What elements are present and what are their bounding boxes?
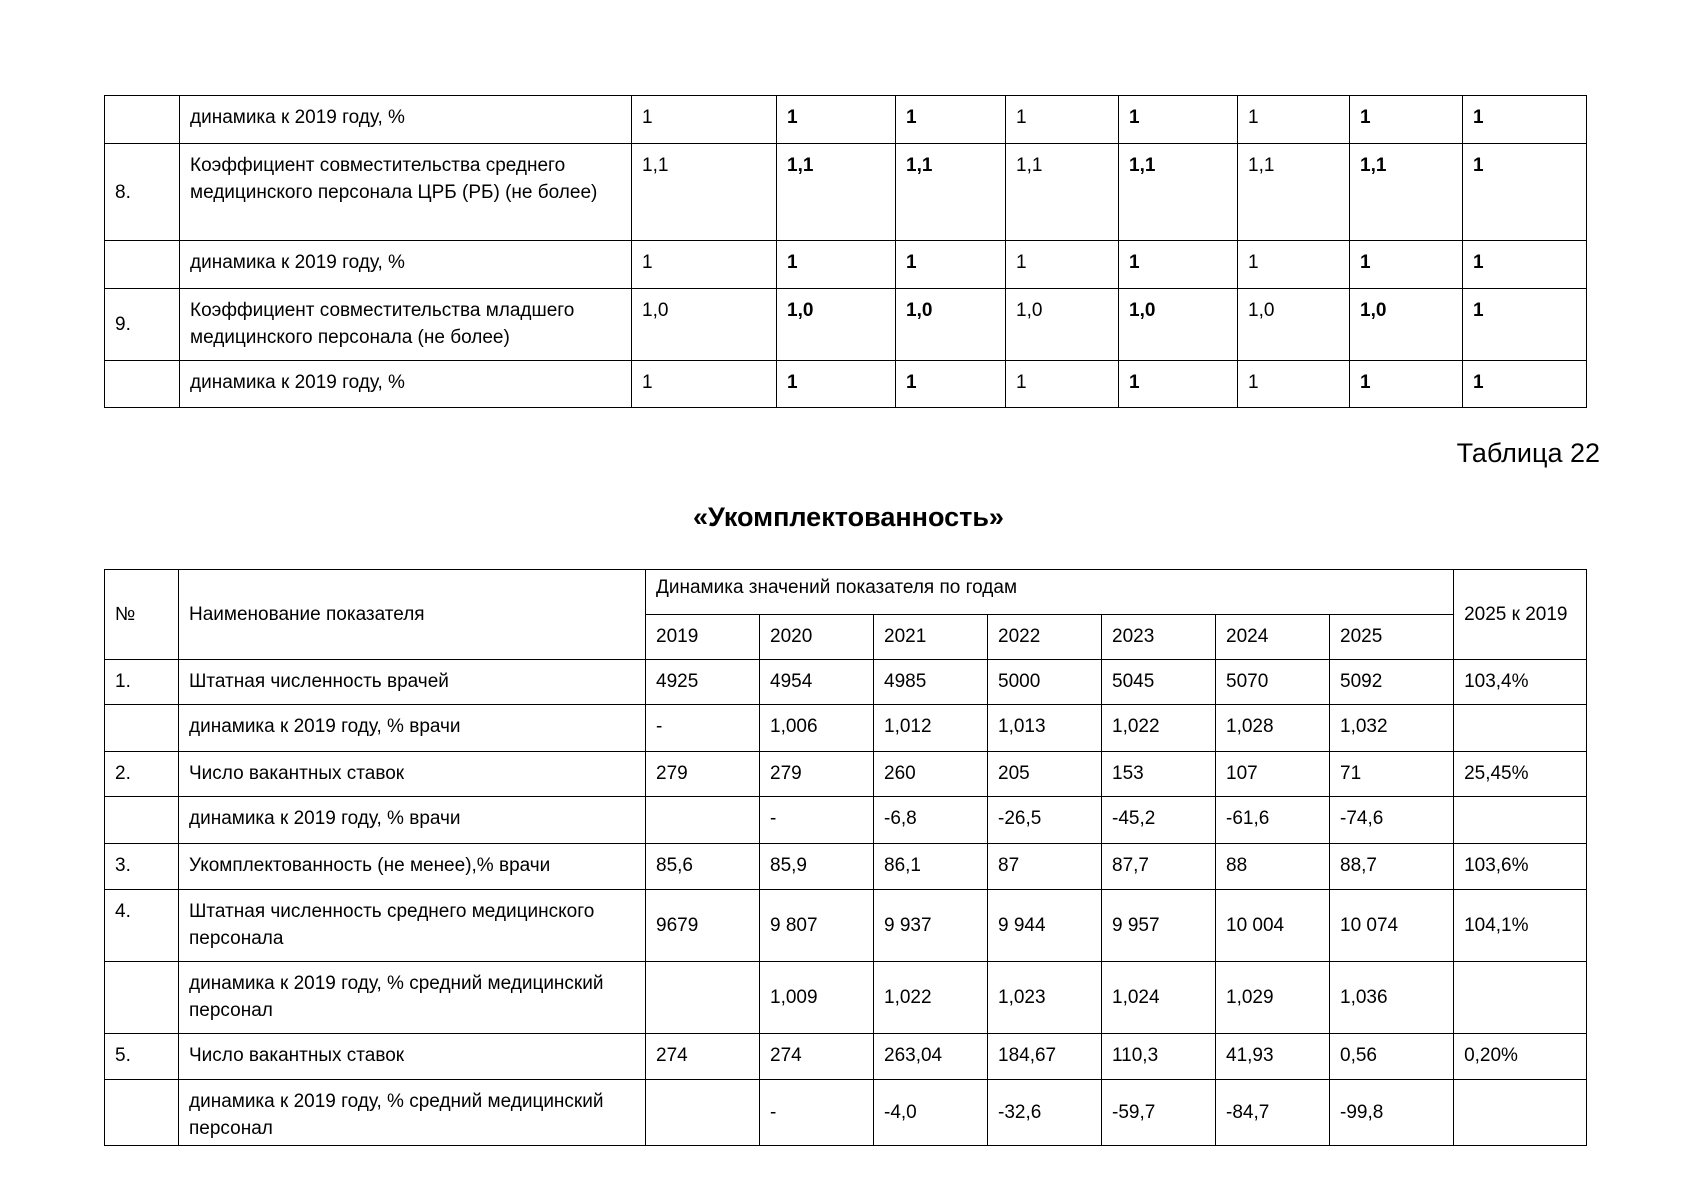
value-cell: 9 957	[1102, 890, 1216, 962]
value-cell: 1	[896, 241, 1006, 289]
ratio-cell: 104,1%	[1454, 890, 1587, 962]
row-number	[105, 361, 180, 408]
row-number	[105, 1080, 179, 1146]
value-cell: 1,009	[760, 962, 874, 1034]
value-cell: 1	[632, 241, 777, 289]
value-cell: 5045	[1102, 660, 1216, 705]
value-cell	[646, 1080, 760, 1146]
header-name: Наименование показателя	[179, 570, 646, 660]
ratio-cell	[1454, 797, 1587, 844]
year-header: 2019	[646, 615, 760, 660]
value-cell: -84,7	[1216, 1080, 1330, 1146]
ratio-cell: 0,20%	[1454, 1034, 1587, 1080]
value-cell: 1,023	[988, 962, 1102, 1034]
row-number: 4.	[105, 890, 179, 962]
row-number	[105, 96, 180, 144]
value-cell: -61,6	[1216, 797, 1330, 844]
value-cell: -74,6	[1330, 797, 1454, 844]
main-table-body	[105, 660, 1587, 1146]
header-num: №	[105, 570, 179, 660]
value-cell: 9679	[646, 890, 760, 962]
row-name: Штатная численность среднего медицинского персонала	[179, 890, 646, 962]
value-cell: -59,7	[1102, 1080, 1216, 1146]
value-cell: 1	[777, 361, 896, 408]
table-row	[105, 96, 1587, 144]
row-number	[105, 241, 180, 289]
row-name: динамика к 2019 году, %	[180, 96, 632, 144]
value-cell: -45,2	[1102, 797, 1216, 844]
value-cell: 10 074	[1330, 890, 1454, 962]
value-cell: 0,56	[1330, 1034, 1454, 1080]
value-cell: 1,1	[632, 144, 777, 241]
main-table	[104, 569, 1587, 1146]
row-number: 3.	[105, 844, 179, 890]
value-cell: 1	[1119, 361, 1238, 408]
value-cell: 1,0	[1238, 289, 1350, 361]
value-cell: 1	[1350, 361, 1463, 408]
table-row	[105, 705, 1587, 752]
value-cell: 1,032	[1330, 705, 1454, 752]
row-name: динамика к 2019 году, % средний медицинский персонал	[179, 962, 646, 1034]
value-cell: 1,0	[777, 289, 896, 361]
value-cell	[646, 962, 760, 1034]
row-name: динамика к 2019 году, % врачи	[179, 705, 646, 752]
row-name: динамика к 2019 году, %	[180, 361, 632, 408]
year-header: 2023	[1102, 615, 1216, 660]
value-cell: 1,022	[874, 962, 988, 1034]
row-name: Число вакантных ставок	[179, 752, 646, 797]
value-cell: 1	[1006, 241, 1119, 289]
row-name: Коэффициент совместительства среднего медицинского персонала ЦРБ (РБ) (не более)	[180, 144, 632, 241]
table-number: Таблица 22	[1456, 438, 1600, 468]
value-cell: 1,012	[874, 705, 988, 752]
value-cell: 263,04	[874, 1034, 988, 1080]
table-row	[105, 1080, 1587, 1146]
value-cell: 88	[1216, 844, 1330, 890]
value-cell: 279	[646, 752, 760, 797]
value-cell: 1,0	[896, 289, 1006, 361]
value-cell: 1	[1463, 144, 1587, 241]
value-cell: 1,1	[777, 144, 896, 241]
ratio-cell	[1454, 962, 1587, 1034]
value-cell: 1,1	[1119, 144, 1238, 241]
value-cell: 1,0	[1350, 289, 1463, 361]
table-row	[105, 844, 1587, 890]
year-header: 2020	[760, 615, 874, 660]
value-cell: 1	[1463, 241, 1587, 289]
table-row	[105, 241, 1587, 289]
top-table-body	[105, 96, 1587, 408]
value-cell: 1,028	[1216, 705, 1330, 752]
value-cell: 9 807	[760, 890, 874, 962]
year-header: 2021	[874, 615, 988, 660]
value-cell: 9 937	[874, 890, 988, 962]
value-cell: 1	[896, 96, 1006, 144]
table-row	[105, 797, 1587, 844]
value-cell: 41,93	[1216, 1034, 1330, 1080]
table-row	[105, 289, 1587, 361]
row-number	[105, 705, 179, 752]
value-cell: 5000	[988, 660, 1102, 705]
value-cell: 1	[1463, 289, 1587, 361]
value-cell: 1	[1119, 241, 1238, 289]
value-cell: -32,6	[988, 1080, 1102, 1146]
row-number	[105, 797, 179, 844]
value-cell: 4925	[646, 660, 760, 705]
row-number: 2.	[105, 752, 179, 797]
value-cell: 1	[1238, 361, 1350, 408]
value-cell: -	[760, 1080, 874, 1146]
row-name: динамика к 2019 году, % средний медицинский персонал	[179, 1080, 646, 1146]
row-name: динамика к 2019 году, % врачи	[179, 797, 646, 844]
value-cell: 1	[1006, 96, 1119, 144]
value-cell: 86,1	[874, 844, 988, 890]
value-cell: 4985	[874, 660, 988, 705]
value-cell: -99,8	[1330, 1080, 1454, 1146]
value-cell: 1	[632, 361, 777, 408]
value-cell: 1	[777, 241, 896, 289]
row-number	[105, 962, 179, 1034]
value-cell: 279	[760, 752, 874, 797]
value-cell: 1,029	[1216, 962, 1330, 1034]
value-cell: 1,0	[632, 289, 777, 361]
row-number: 9.	[105, 289, 180, 361]
value-cell: 1	[896, 361, 1006, 408]
value-cell: 1,0	[1119, 289, 1238, 361]
value-cell: 5092	[1330, 660, 1454, 705]
value-cell	[646, 797, 760, 844]
value-cell: 5070	[1216, 660, 1330, 705]
table-title: «Укомплектованность»	[693, 502, 1004, 532]
value-cell: 1,1	[1238, 144, 1350, 241]
table-row	[105, 1034, 1587, 1080]
table-row	[105, 361, 1587, 408]
value-cell: 1	[1463, 361, 1587, 408]
year-header: 2025	[1330, 615, 1454, 660]
row-name: Число вакантных ставок	[179, 1034, 646, 1080]
table-row	[105, 962, 1587, 1034]
value-cell: 260	[874, 752, 988, 797]
value-cell: 4954	[760, 660, 874, 705]
value-cell: 274	[646, 1034, 760, 1080]
row-number: 8.	[105, 144, 180, 241]
value-cell: -	[760, 797, 874, 844]
ratio-cell: 103,6%	[1454, 844, 1587, 890]
value-cell: 110,3	[1102, 1034, 1216, 1080]
value-cell: 9 944	[988, 890, 1102, 962]
value-cell: -	[646, 705, 760, 752]
value-cell: -6,8	[874, 797, 988, 844]
table-row	[105, 660, 1587, 705]
value-cell: 85,9	[760, 844, 874, 890]
value-cell: 1	[1350, 241, 1463, 289]
value-cell: 1,036	[1330, 962, 1454, 1034]
value-cell: 1,013	[988, 705, 1102, 752]
value-cell: 1	[632, 96, 777, 144]
value-cell: 10 004	[1216, 890, 1330, 962]
value-cell: 1,006	[760, 705, 874, 752]
value-cell: 88,7	[1330, 844, 1454, 890]
ratio-cell	[1454, 1080, 1587, 1146]
value-cell: 87	[988, 844, 1102, 890]
table-row	[105, 144, 1587, 241]
value-cell: 1,024	[1102, 962, 1216, 1034]
row-name: Укомплектованность (не менее),% врачи	[179, 844, 646, 890]
header-ratio: 2025 к 2019	[1454, 570, 1587, 660]
value-cell: 153	[1102, 752, 1216, 797]
value-cell: 184,67	[988, 1034, 1102, 1080]
value-cell: 1,022	[1102, 705, 1216, 752]
header-group: Динамика значений показателя по годам	[646, 570, 1454, 615]
value-cell: 274	[760, 1034, 874, 1080]
value-cell: 1	[1238, 241, 1350, 289]
value-cell: 1	[1350, 96, 1463, 144]
table-row	[105, 890, 1587, 962]
year-header: 2022	[988, 615, 1102, 660]
value-cell: 1	[1463, 96, 1587, 144]
value-cell: 71	[1330, 752, 1454, 797]
value-cell: 87,7	[1102, 844, 1216, 890]
year-header: 2024	[1216, 615, 1330, 660]
value-cell: 107	[1216, 752, 1330, 797]
value-cell: -26,5	[988, 797, 1102, 844]
value-cell: 1,0	[1006, 289, 1119, 361]
value-cell: 1	[1006, 361, 1119, 408]
ratio-cell: 103,4%	[1454, 660, 1587, 705]
row-name: динамика к 2019 году, %	[180, 241, 632, 289]
row-number: 1.	[105, 660, 179, 705]
value-cell: 1,1	[896, 144, 1006, 241]
value-cell: 1,1	[1006, 144, 1119, 241]
table-row	[105, 752, 1587, 797]
row-number: 5.	[105, 1034, 179, 1080]
value-cell: 1,1	[1350, 144, 1463, 241]
ratio-cell: 25,45%	[1454, 752, 1587, 797]
row-name: Штатная численность врачей	[179, 660, 646, 705]
ratio-cell	[1454, 705, 1587, 752]
value-cell: 1	[1119, 96, 1238, 144]
value-cell: 1	[777, 96, 896, 144]
row-name: Коэффициент совместительства младшего медицинского персонала (не более)	[180, 289, 632, 361]
value-cell: 85,6	[646, 844, 760, 890]
value-cell: 1	[1238, 96, 1350, 144]
main-table-header	[105, 570, 1587, 660]
top-table	[104, 95, 1587, 408]
value-cell: 205	[988, 752, 1102, 797]
value-cell: -4,0	[874, 1080, 988, 1146]
